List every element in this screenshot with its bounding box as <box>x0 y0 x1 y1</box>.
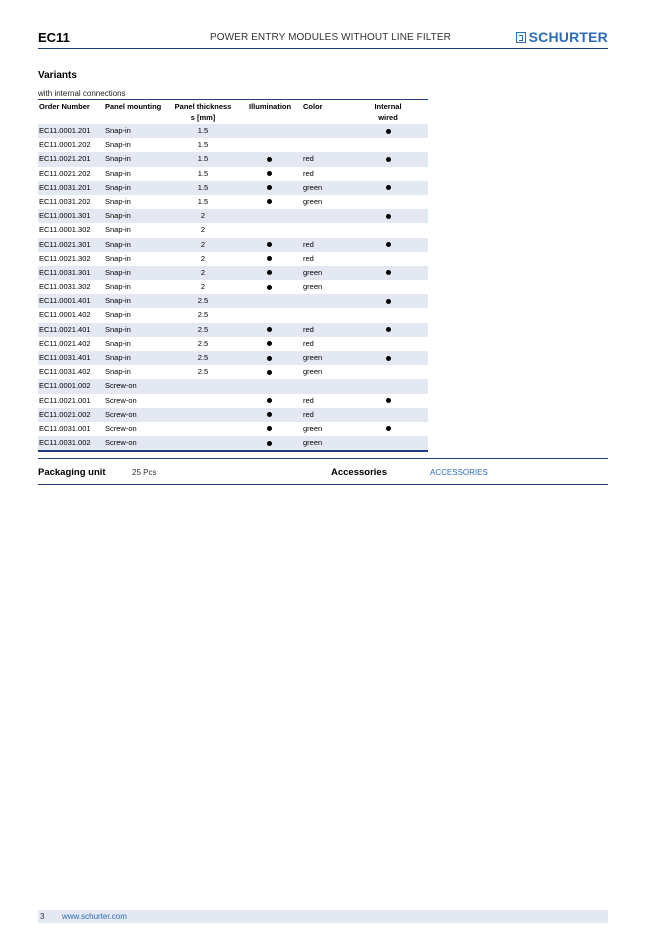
table-row <box>38 323 428 337</box>
table-row <box>38 124 428 138</box>
bullet-icon <box>267 270 272 275</box>
internal-wired-cell <box>368 266 408 280</box>
color-cell: green <box>303 367 323 377</box>
logo-icon <box>516 32 526 43</box>
bullet-icon <box>267 171 272 176</box>
illumination-cell <box>249 181 289 195</box>
table-row <box>38 436 428 450</box>
bullet-icon <box>267 256 272 261</box>
order-number-cell: EC11.0021.001 <box>39 395 91 405</box>
order-number-cell: EC11.0021.402 <box>39 338 91 348</box>
color-cell: red <box>303 338 314 348</box>
illumination-cell <box>249 408 289 422</box>
color-cell: green <box>303 438 323 448</box>
order-number-cell: EC11.0001.302 <box>39 225 91 235</box>
bullet-icon <box>267 157 272 162</box>
panel-mounting-cell: Snap-in <box>105 367 131 377</box>
internal-wired-cell <box>368 323 408 337</box>
color-cell: red <box>303 395 314 405</box>
illumination-cell <box>249 436 289 450</box>
panel-mounting-cell: Snap-in <box>105 154 131 164</box>
illumination-cell <box>249 351 289 365</box>
internal-wired-cell <box>368 209 408 223</box>
order-number-cell: EC11.0001.201 <box>39 126 91 135</box>
panel-mounting-cell: Screw-on <box>105 438 137 448</box>
illumination-cell <box>249 167 289 181</box>
panel-mounting-cell: Snap-in <box>105 168 131 178</box>
illumination-cell <box>249 337 289 351</box>
panel-thickness-cell: 2.5 <box>197 367 209 377</box>
bullet-icon <box>267 398 272 403</box>
bullet-icon <box>267 341 272 346</box>
panel-mounting-cell: Snap-in <box>105 267 131 277</box>
bullet-icon <box>267 199 272 204</box>
order-number-cell: EC11.0031.002 <box>39 438 91 448</box>
panel-mounting-cell: Snap-in <box>105 282 131 292</box>
order-number-cell: EC11.0031.402 <box>39 367 91 377</box>
internal-wired-cell <box>368 294 408 308</box>
order-number-cell: EC11.0031.001 <box>39 423 91 433</box>
bullet-icon <box>386 242 391 247</box>
bullet-icon <box>386 398 391 403</box>
internal-wired-cell <box>368 351 408 365</box>
table-row <box>38 152 428 166</box>
col-color: Color <box>303 102 323 111</box>
color-cell: green <box>303 423 323 433</box>
color-cell: red <box>303 324 314 334</box>
illumination-cell <box>249 252 289 266</box>
bullet-icon <box>267 412 272 417</box>
internal-wired-cell <box>368 238 408 252</box>
document-title: POWER ENTRY MODULES WITHOUT LINE FILTER <box>210 32 451 43</box>
color-cell: green <box>303 182 323 192</box>
color-cell: green <box>303 267 323 277</box>
product-code: EC11 <box>38 30 70 45</box>
page-header <box>38 28 608 49</box>
panel-mounting-cell: Screw-on <box>105 395 137 405</box>
illumination-cell <box>249 365 289 379</box>
bullet-icon <box>386 356 391 361</box>
bullet-icon <box>267 441 272 446</box>
table-row <box>38 209 428 223</box>
color-cell: red <box>303 154 314 164</box>
bullet-icon <box>386 157 391 162</box>
table-row <box>38 422 428 436</box>
panel-mounting-cell: Snap-in <box>105 211 131 221</box>
order-number-cell: EC11.0001.402 <box>39 310 91 320</box>
panel-mounting-cell: Snap-in <box>105 196 131 206</box>
table-row <box>38 379 428 393</box>
order-number-cell: EC11.0001.401 <box>39 296 91 306</box>
table-header <box>38 100 428 124</box>
order-number-cell: EC11.0001.202 <box>39 140 91 150</box>
panel-mounting-cell: Snap-in <box>105 353 131 362</box>
panel-thickness-cell: 2.5 <box>197 296 209 306</box>
table-row <box>38 223 428 237</box>
table-row <box>38 308 428 322</box>
table-body <box>38 124 428 450</box>
panel-mounting-cell: Screw-on <box>105 409 137 419</box>
bullet-icon <box>267 327 272 332</box>
bullet-icon <box>267 285 272 290</box>
panel-thickness-cell: 2.5 <box>197 310 209 320</box>
packaging-value: 25 Pcs <box>132 468 157 477</box>
illumination-cell <box>249 266 289 280</box>
panel-mounting-cell: Snap-in <box>105 310 131 320</box>
panel-mounting-cell: Snap-in <box>105 338 131 348</box>
panel-mounting-cell: Snap-in <box>105 239 131 249</box>
internal-wired-cell <box>368 394 408 408</box>
website-link[interactable]: www.schurter.com <box>62 912 127 921</box>
panel-mounting-cell: Screw-on <box>105 381 137 391</box>
internal-wired-cell <box>368 181 408 195</box>
order-number-cell: EC11.0031.302 <box>39 282 91 292</box>
table-row <box>38 365 428 379</box>
col-panel-mounting: Panel mounting <box>105 102 162 111</box>
internal-wired-cell <box>368 124 408 138</box>
color-cell: green <box>303 282 323 292</box>
panel-thickness-cell: 2 <box>200 211 206 221</box>
bullet-icon <box>267 185 272 190</box>
table-row <box>38 195 428 209</box>
color-cell: green <box>303 196 323 206</box>
order-number-cell: EC11.0031.202 <box>39 196 91 206</box>
table-row <box>38 351 428 365</box>
panel-mounting-cell: Snap-in <box>105 182 131 192</box>
bullet-icon <box>267 426 272 431</box>
internal-wired-cell <box>368 422 408 436</box>
panel-thickness-cell: 2 <box>200 267 206 277</box>
table-row <box>38 252 428 266</box>
col-internal-wired: Internal wired <box>374 102 402 122</box>
page-number: 3 <box>40 912 45 921</box>
panel-mounting-cell: Snap-in <box>105 324 131 334</box>
order-number-cell: EC11.0031.401 <box>39 353 91 362</box>
brand-logo <box>516 29 608 45</box>
order-number-cell: EC11.0021.201 <box>39 154 91 164</box>
panel-thickness-cell: 1.5 <box>197 196 209 206</box>
color-cell: red <box>303 168 314 178</box>
table-row <box>38 181 428 195</box>
panel-thickness-cell: 1.5 <box>197 182 209 192</box>
table-row <box>38 337 428 351</box>
panel-mounting-cell: Snap-in <box>105 253 131 263</box>
order-number-cell: EC11.0021.301 <box>39 239 91 249</box>
table-row <box>38 294 428 308</box>
variants-table <box>38 99 428 452</box>
table-row <box>38 238 428 252</box>
section-subtitle: with internal connections <box>38 89 126 98</box>
accessories-label: Accessories <box>331 467 387 478</box>
panel-mounting-cell: Snap-in <box>105 140 131 150</box>
bullet-icon <box>386 214 391 219</box>
illumination-cell <box>249 280 289 294</box>
section-title: Variants <box>38 70 77 81</box>
panel-thickness-cell: 2 <box>200 253 206 263</box>
illumination-cell <box>249 195 289 209</box>
panel-thickness-cell: 1.5 <box>197 140 209 150</box>
table-row <box>38 266 428 280</box>
order-number-cell: EC11.0021.002 <box>39 409 91 419</box>
panel-thickness-cell: 2 <box>200 239 206 249</box>
order-number-cell: EC11.0031.201 <box>39 182 91 192</box>
illumination-cell <box>249 422 289 436</box>
bullet-icon <box>386 270 391 275</box>
order-number-cell: EC11.0021.202 <box>39 168 91 178</box>
panel-thickness-cell: 2 <box>200 282 206 292</box>
table-row <box>38 394 428 408</box>
accessories-link[interactable]: ACCESSORIES <box>430 468 488 477</box>
packaging-label: Packaging unit <box>38 467 106 478</box>
panel-thickness-cell: 2.5 <box>197 324 209 334</box>
table-row <box>38 280 428 294</box>
col-illumination: Illumination <box>249 102 292 111</box>
panel-thickness-cell: 1.5 <box>197 126 209 135</box>
order-number-cell: EC11.0021.401 <box>39 324 91 334</box>
bullet-icon <box>386 185 391 190</box>
color-cell: red <box>303 409 314 419</box>
table-row <box>38 167 428 181</box>
internal-wired-cell <box>368 152 408 166</box>
illumination-cell <box>249 152 289 166</box>
order-number-cell: EC11.0031.301 <box>39 267 91 277</box>
col-panel-thickness: Panel thickness s [mm] <box>174 102 232 122</box>
bullet-icon <box>386 426 391 431</box>
panel-mounting-cell: Snap-in <box>105 296 131 306</box>
bullet-icon <box>386 129 391 134</box>
bullet-icon <box>267 242 272 247</box>
panel-mounting-cell: Screw-on <box>105 423 137 433</box>
color-cell: red <box>303 239 314 249</box>
brand-name: SCHURTER <box>528 29 608 45</box>
illumination-cell <box>249 238 289 252</box>
panel-mounting-cell: Snap-in <box>105 126 131 135</box>
bullet-icon <box>267 370 272 375</box>
page-footer <box>38 910 608 923</box>
table-row <box>38 408 428 422</box>
color-cell: red <box>303 253 314 263</box>
illumination-cell <box>249 323 289 337</box>
panel-thickness-cell: 2 <box>200 225 206 235</box>
panel-thickness-cell: 1.5 <box>197 168 209 178</box>
bullet-icon <box>386 327 391 332</box>
color-cell: green <box>303 353 323 362</box>
bullet-icon <box>267 356 272 361</box>
panel-thickness-cell: 2.5 <box>197 353 209 362</box>
col-order-number: Order Number <box>39 102 90 111</box>
table-row <box>38 138 428 152</box>
order-number-cell: EC11.0001.002 <box>39 381 91 391</box>
panel-thickness-cell: 1.5 <box>197 154 209 164</box>
order-number-cell: EC11.0001.301 <box>39 211 91 221</box>
panel-thickness-cell: 2.5 <box>197 338 209 348</box>
packaging-bar <box>38 458 608 485</box>
panel-mounting-cell: Snap-in <box>105 225 131 235</box>
illumination-cell <box>249 394 289 408</box>
bullet-icon <box>386 299 391 304</box>
order-number-cell: EC11.0021.302 <box>39 253 91 263</box>
